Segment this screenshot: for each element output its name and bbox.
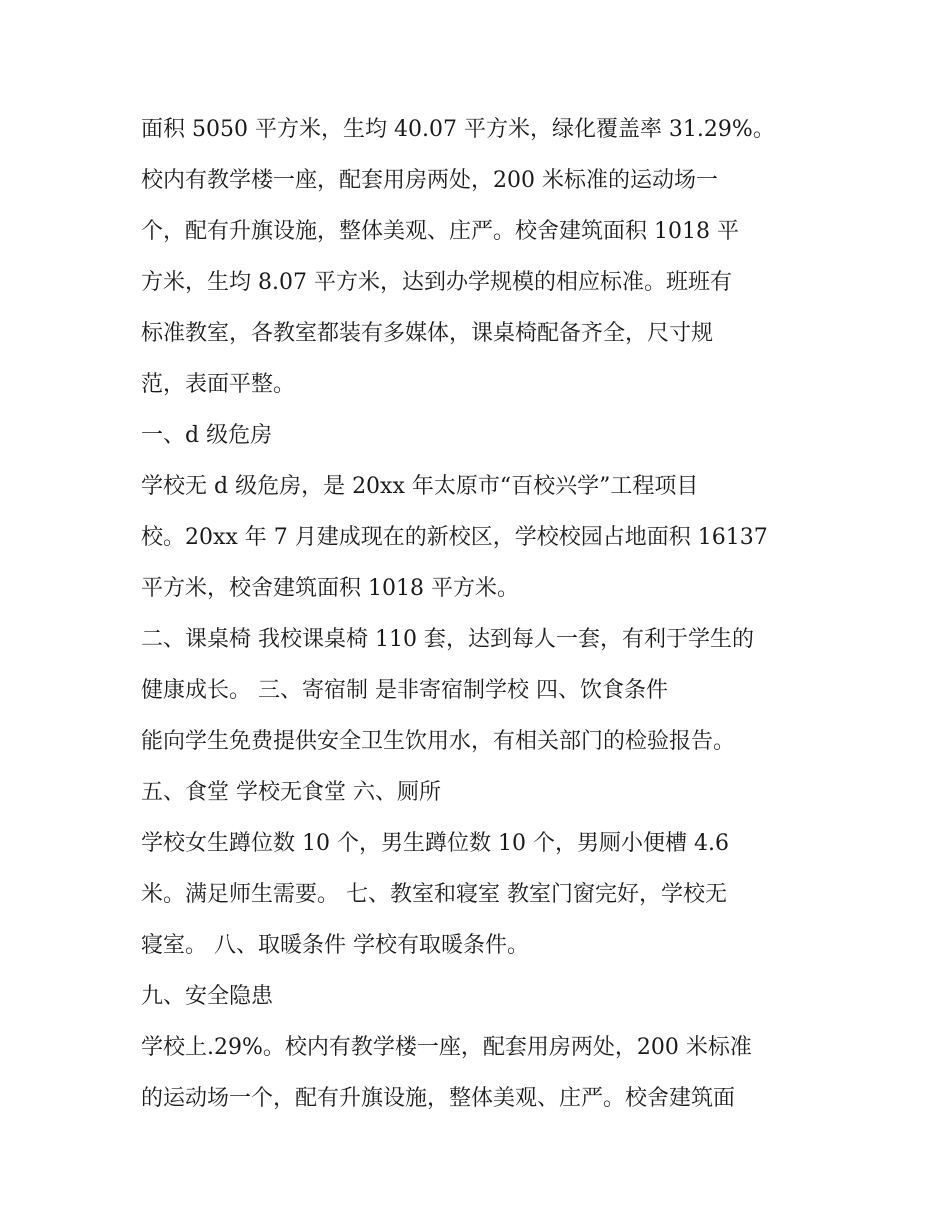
text-line: 个，配有升旗设施，整体美观、庄严。校舍建筑面积 1018 平 xyxy=(141,219,739,244)
text-line: 五、食堂 学校无食堂 六、厕所 xyxy=(141,780,441,805)
text-line: 平方米，校舍建筑面积 1018 平方米。 xyxy=(141,576,519,601)
text-line: 学校无 d 级危房，是 20xx 年太原市“百校兴学”工程项目 xyxy=(141,474,699,499)
text-line: 学校上.29%。校内有教学楼一座，配套用房两处，200 米标准 xyxy=(141,1035,752,1060)
text-line: 校。20xx 年 7 月建成现在的新校区，学校校园占地面积 16137 xyxy=(141,525,768,550)
text-line: 寝室。 八、取暖条件 学校有取暖条件。 xyxy=(141,933,529,958)
section-heading: 一、d 级危房 xyxy=(141,423,273,448)
text-line: 校内有教学楼一座，配套用房两处，200 米标准的运动场一 xyxy=(141,168,718,193)
text-line: 方米，生均 8.07 平方米，达到办学规模的相应标准。班班有 xyxy=(141,270,732,295)
text-line: 的运动场一个，配有升旗设施，整体美观、庄严。校舍建筑面 xyxy=(141,1086,736,1111)
text-line: 健康成长。 三、寄宿制 是非寄宿制学校 四、饮食条件 xyxy=(141,678,668,703)
text-line: 米。满足师生需要。 七、教室和寝室 教室门窗完好，学校无 xyxy=(141,882,727,907)
text-line: 范，表面平整。 xyxy=(141,372,296,397)
body-text xyxy=(141,104,831,1124)
section-heading: 九、安全隐患 xyxy=(141,984,274,1009)
text-line: 面积 5050 平方米，生均 40.07 平方米，绿化覆盖率 31.29%。 xyxy=(141,117,775,142)
text-line: 能向学生免费提供安全卫生饮用水，有相关部门的检验报告。 xyxy=(141,729,736,754)
text-line: 二、课桌椅 我校课桌椅 110 套，达到每人一套，有利于学生的 xyxy=(141,627,754,652)
text-line: 标准教室，各教室都装有多媒体，课桌椅配备齐全，尺寸规 xyxy=(141,321,714,346)
text-line: 学校女生蹲位数 10 个，男生蹲位数 10 个，男厕小便槽 4.6 xyxy=(141,831,729,856)
